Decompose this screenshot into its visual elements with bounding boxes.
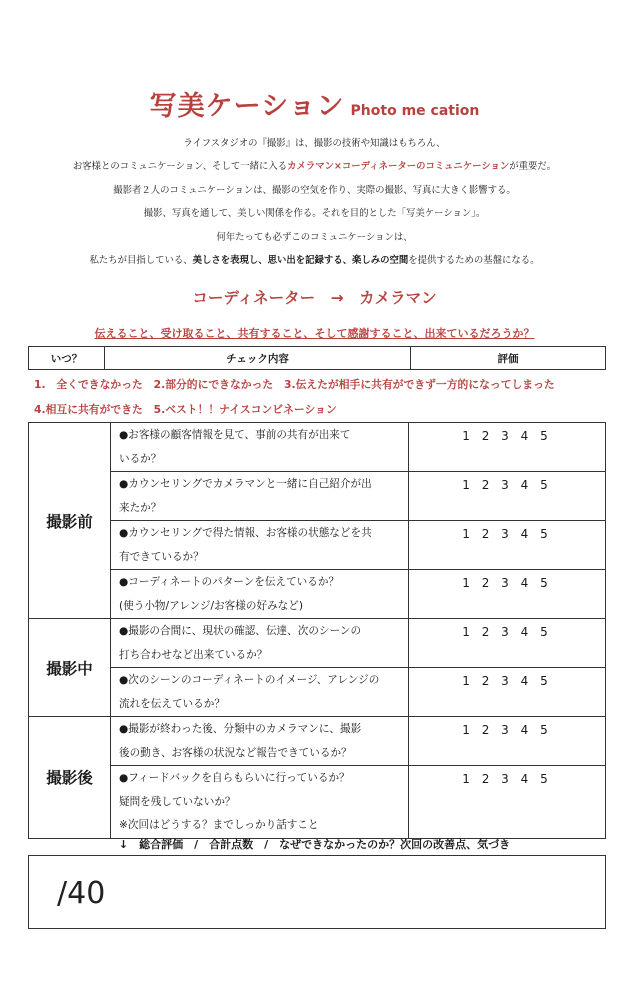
phase-during-shoot: 撮影中 <box>29 619 111 717</box>
check-item <box>111 668 409 717</box>
check-item-line: いるか？ <box>119 452 162 465</box>
column-header-rating: 評価 <box>411 347 606 370</box>
rating-scale-line-2: 4.相互に共有ができた 5.ベスト！！ナイスコンビネーション <box>34 403 337 416</box>
intro-line-2 <box>0 155 629 178</box>
check-item-line: ●次のシーンのコーディネートのイメージ、アレンジの <box>119 674 380 686</box>
check-item-line: 流れを伝えているか？ <box>119 697 225 710</box>
intro-line-4: 撮影、写真を通して、美しい関係を作る。それを目的とした「写美ケーション」。 <box>143 208 486 220</box>
check-item-line: ●撮影が終わった後、分類中のカメラマンに、撮影 <box>119 723 362 735</box>
section-question: 伝えること、受け取ること、共有すること、そして感謝すること、出来ているだろうか？ <box>94 327 535 340</box>
intro-line-5: 何年たっても必ずこのコミュニケーションは、 <box>216 231 413 243</box>
column-header-when: いつ？ <box>29 347 105 370</box>
table-row <box>29 766 606 839</box>
intro-line-6 <box>0 249 629 272</box>
column-header-check: チェック内容 <box>105 347 411 370</box>
page-title <box>0 84 629 123</box>
check-item-line: ●撮影の合間に、現状の確認、伝達、次のシーンの <box>119 625 362 637</box>
section-subtitle: コーディネーター → カメラマン <box>192 289 437 307</box>
phase-before-shoot: 撮影前 <box>29 423 111 619</box>
intro-line-3: 撮影者２人のコミュニケーションは、撮影の空気を作り、実際の撮影、写真に大きく影響する。 <box>113 184 516 196</box>
table-row <box>29 423 606 472</box>
table-row <box>29 668 606 717</box>
check-item <box>111 570 409 619</box>
check-item-line: 来たか？ <box>119 501 162 514</box>
rating-options[interactable]: 1 2 3 4 5 <box>409 619 606 668</box>
intro-line-6-b: 美しさを表現し、思い出を記録する、楽しみの空間 <box>192 255 409 267</box>
check-item-line: ※次回はどうする？までしっかり話すこと <box>119 819 319 831</box>
table-row <box>29 472 606 521</box>
title-english: Photo me cation <box>350 103 480 119</box>
phase-after-shoot: 撮影後 <box>29 717 111 839</box>
intro-line-6-c: を提供するための基盤になる。 <box>408 255 540 267</box>
check-item <box>111 766 409 839</box>
score-input-box[interactable] <box>28 855 606 929</box>
check-item-line: 後の動き、お客様の状況など報告できているか？ <box>119 746 352 759</box>
rating-options[interactable]: 1 2 3 4 5 <box>409 423 606 472</box>
check-item-line: 疑問を残していないか？ <box>119 795 236 808</box>
intro-line-1: ライフスタジオの『撮影』は、撮影の技術や知識はもちろん、 <box>183 138 446 149</box>
checklist-table <box>28 422 606 839</box>
title-japanese: 写美ケーション <box>149 91 345 122</box>
check-item-line: ●フィードバックを自らもらいに行っているか？ <box>119 772 350 784</box>
total-score: /40 <box>57 876 106 911</box>
intro-text <box>0 132 629 272</box>
check-item <box>111 472 409 521</box>
rating-options[interactable]: 1 2 3 4 5 <box>409 766 606 839</box>
check-item <box>111 717 409 766</box>
rating-scale-line-1: 1. 全くできなかった 2.部分的にできなかった 3.伝えたが相手に共有ができず一方的になってしまった <box>34 378 555 391</box>
rating-options[interactable]: 1 2 3 4 5 <box>409 570 606 619</box>
summary-heading: ↓ 総合評価 / 合計点数 / なぜできなかったのか？次回の改善点、気づき <box>118 838 511 851</box>
header-table <box>28 346 606 370</box>
table-row <box>29 521 606 570</box>
check-item-line: ●カウンセリングで得た情報、お客様の状態などを共 <box>119 527 372 539</box>
check-item <box>111 521 409 570</box>
check-item <box>111 619 409 668</box>
intro-line-2-post: が重要だ。 <box>509 161 557 173</box>
rating-options[interactable]: 1 2 3 4 5 <box>409 521 606 570</box>
intro-line-2-pre: お客様とのコミュニケーション、そして一緒に入る <box>72 161 288 173</box>
check-item-line: ●コーディネートのパターンを伝えているか？ <box>119 576 340 588</box>
check-item-line: (使う小物/アレンジ/お客様の好みなど) <box>119 599 303 612</box>
check-item <box>111 423 409 472</box>
rating-options[interactable]: 1 2 3 4 5 <box>409 717 606 766</box>
check-item-line: ●カウンセリングでカメラマンと一緒に自己紹介が出 <box>119 478 372 490</box>
rating-options[interactable]: 1 2 3 4 5 <box>409 472 606 521</box>
rating-options[interactable]: 1 2 3 4 5 <box>409 668 606 717</box>
intro-line-6-a: 私たちが目指している、 <box>89 255 193 267</box>
table-row <box>29 619 606 668</box>
table-row <box>29 570 606 619</box>
check-item-line: ●お客様の顧客情報を見て、事前の共有が出来て <box>119 429 351 441</box>
check-item-line: 有できているか？ <box>119 550 204 563</box>
check-item-line: 打ち合わせなど出来ているか？ <box>119 648 268 661</box>
table-row <box>29 717 606 766</box>
intro-line-2-highlight: カメラマン×コーディネーターのコミュニケーション <box>287 161 510 173</box>
